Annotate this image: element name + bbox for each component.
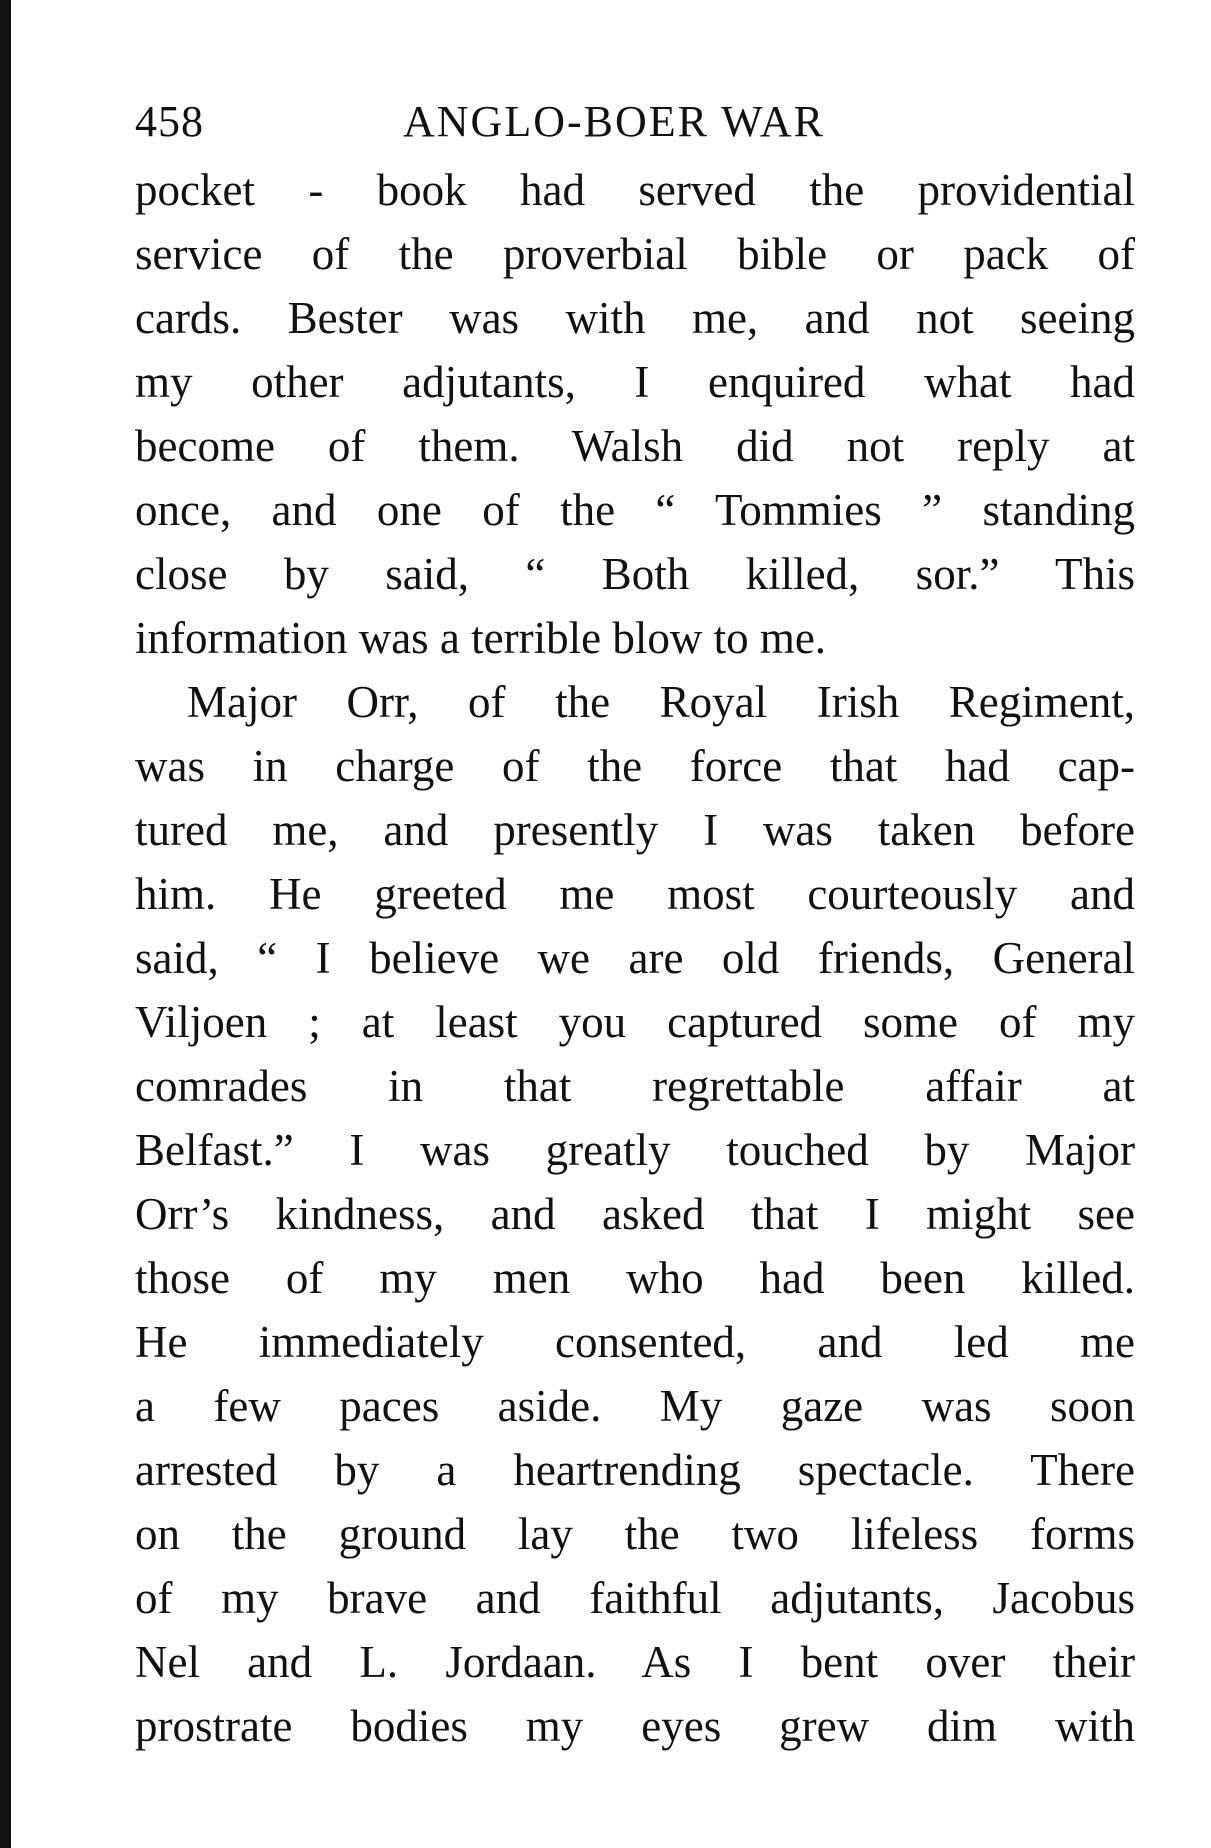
body-text [135, 158, 1135, 1758]
text-line: said, “ I believe we are old friends, General [135, 933, 1135, 983]
text-line: Nel and L. Jordaan. As I bent over their [135, 1637, 1135, 1687]
running-title: ANGLO-BOER WAR [403, 97, 825, 146]
text-line: comrades in that regrettable affair at [135, 1061, 1135, 1111]
text-line: tured me, and presently I was taken before [135, 805, 1135, 855]
text-line: pocket - book had served the providential [135, 165, 1135, 215]
text-line: Viljoen ; at least you captured some of my [135, 997, 1135, 1047]
text-line-paragraph-start: Major Orr, of the Royal Irish Regiment, [187, 677, 1135, 727]
text-line: of my brave and faithful adjutants, Jacobus [135, 1573, 1135, 1623]
text-line: him. He greeted me most courteously and [135, 869, 1135, 919]
text-line: become of them. Walsh did not reply at [135, 421, 1135, 471]
text-line: was in charge of the force that had cap- [135, 741, 1135, 791]
text-line: arrested by a heartrending spectacle. There [135, 1445, 1135, 1495]
text-line: once, and one of the “ Tommies ” standing [135, 485, 1135, 535]
text-line: those of my men who had been killed. [135, 1253, 1135, 1303]
text-line: prostrate bodies my eyes grew dim with [135, 1701, 1135, 1751]
text-line: my other adjutants, I enquired what had [135, 357, 1135, 407]
text-line: information was a terrible blow to me. [135, 613, 827, 663]
text-line: cards. Bester was with me, and not seeing [135, 293, 1135, 343]
page-binding-edge [0, 0, 11, 1848]
text-line: on the ground lay the two lifeless forms [135, 1509, 1135, 1559]
page-header [135, 92, 1135, 152]
text-line: Belfast.” I was greatly touched by Major [135, 1125, 1135, 1175]
page-number: 458 [135, 97, 204, 146]
text-line: service of the proverbial bible or pack of [135, 229, 1135, 279]
text-line: He immediately consented, and led me [135, 1317, 1135, 1367]
text-line: close by said, “ Both killed, sor.” This [135, 549, 1135, 599]
text-line: a few paces aside. My gaze was soon [135, 1381, 1135, 1431]
text-line: Orr’s kindness, and asked that I might see [135, 1189, 1135, 1239]
